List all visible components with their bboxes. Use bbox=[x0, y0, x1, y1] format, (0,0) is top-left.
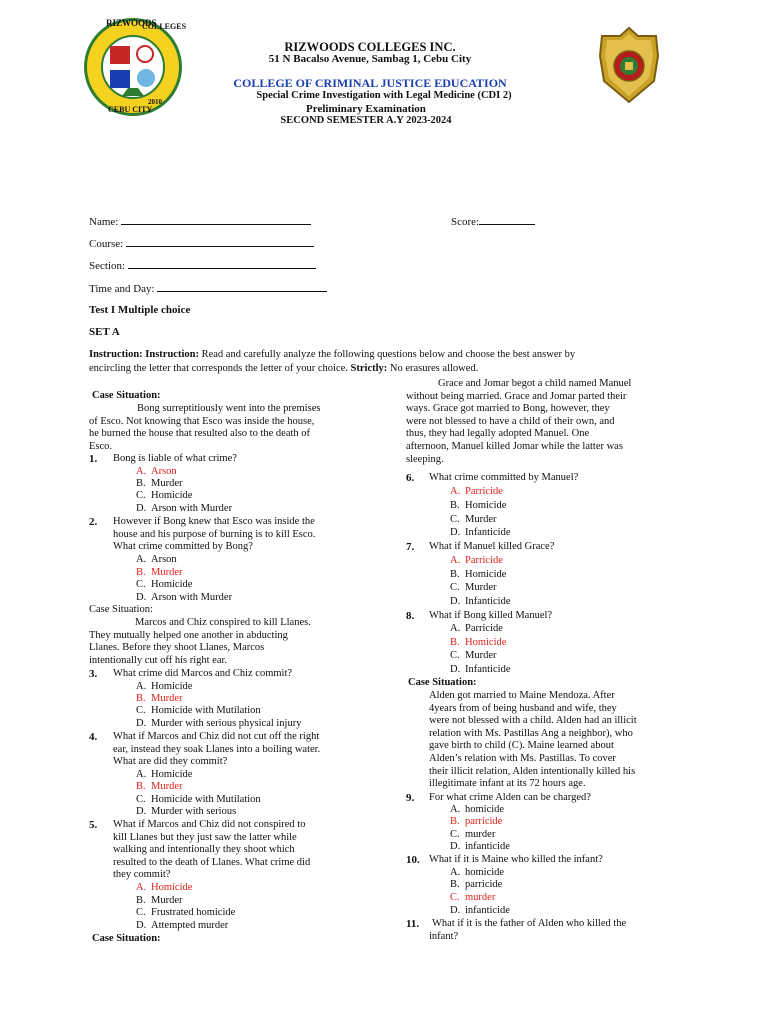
name-label: Name: bbox=[89, 216, 122, 228]
instruction-text-2: encircling the letter that corresponds the letter of your choice. bbox=[89, 363, 351, 374]
answer-option[interactable]: C. Murder bbox=[450, 650, 497, 661]
answer-option[interactable]: A. homicide bbox=[450, 804, 505, 815]
answer-option[interactable]: A. Arson bbox=[136, 466, 177, 477]
score-field[interactable] bbox=[451, 214, 535, 228]
instruction-text-3: No erasures allowed. bbox=[387, 363, 479, 374]
question-number: 7. bbox=[406, 541, 415, 553]
answer-option[interactable]: C. murder bbox=[450, 892, 496, 903]
case-situation-title: Case Situation: bbox=[89, 604, 153, 615]
case-situation-text: Alden got married to Maine Mendoza. After 4years from of being husband and wife, they were not blessed with a child. Alden had an illicit relation with Ms. Pastillas Ang a neighbor), who gave birth to child (C). Maine learned about Alden’s relation with Ms. Pastillas. To cover their illicit relation, Alden intentionally killed his illegitimate infant at its 72 hours age. bbox=[429, 690, 637, 790]
school-address: 51 N Bacalso Avenue, Sambag 1, Cebu City bbox=[268, 53, 472, 65]
exam-title: Preliminary Examination bbox=[306, 103, 426, 115]
answer-option[interactable]: A. homicide bbox=[450, 867, 505, 878]
answer-option[interactable]: B. Murder bbox=[136, 567, 183, 578]
answer-option[interactable]: C. Homicide with Mutilation bbox=[136, 705, 261, 716]
time-day-field[interactable] bbox=[89, 281, 327, 295]
semester: SECOND SEMESTER A.Y 2023-2024 bbox=[280, 115, 452, 126]
section-field[interactable] bbox=[89, 258, 316, 272]
answer-option[interactable]: A. Arson bbox=[136, 554, 177, 565]
answer-option[interactable]: A. Parricide bbox=[450, 623, 503, 634]
answer-option[interactable]: A. Homicide bbox=[136, 882, 193, 893]
question-text: What if it is Maine who killed the infant? bbox=[429, 854, 603, 865]
answer-option[interactable]: D. Infanticide bbox=[450, 596, 511, 607]
answer-option[interactable]: C. Murder bbox=[450, 514, 497, 525]
answer-option[interactable]: B. parricide bbox=[450, 879, 503, 890]
question-text: What if Manuel killed Grace? bbox=[429, 541, 555, 552]
question-text: What crime did Marcos and Chiz commit? bbox=[113, 668, 293, 679]
answer-option[interactable]: A. Parricide bbox=[450, 555, 503, 566]
answer-option[interactable]: C. Homicide bbox=[136, 490, 193, 501]
answer-option[interactable]: D. Infanticide bbox=[450, 664, 511, 675]
question-number: 3. bbox=[89, 668, 98, 680]
answer-option[interactable]: D. Attempted murder bbox=[136, 920, 229, 931]
answer-option[interactable]: B. Homicide bbox=[450, 569, 507, 580]
question-text: What if Marcos and Chiz did not cut off the right ear, instead they soak Llanes into a boiling water. What are did they commit? bbox=[113, 731, 321, 768]
seal-year: 2010 bbox=[148, 98, 162, 106]
answer-option[interactable]: B. parricide bbox=[450, 816, 503, 827]
seal-text-top: RIZWOODS bbox=[106, 18, 157, 28]
question-number: 6. bbox=[406, 472, 415, 484]
answer-option[interactable]: C. Frustrated homicide bbox=[136, 907, 236, 918]
question-text: What crime committed by Manuel? bbox=[429, 472, 579, 483]
answer-option[interactable]: C. Homicide with Mutilation bbox=[136, 794, 261, 805]
question-number: 11. bbox=[406, 918, 420, 930]
question-text: For what crime Alden can be charged? bbox=[429, 792, 591, 803]
answer-option[interactable]: A. Homicide bbox=[136, 769, 193, 780]
strictly-label: Strictly: bbox=[350, 363, 388, 374]
answer-option[interactable]: D. Murder with serious physical injury bbox=[136, 718, 302, 729]
answer-option[interactable]: D. infanticide bbox=[450, 841, 510, 852]
case-situation-title: Case Situation: bbox=[92, 933, 161, 944]
case-situation-title: Case Situation: bbox=[408, 677, 477, 688]
course-title: Special Crime Investigation with Legal Medicine (CDI 2) bbox=[256, 90, 512, 101]
college-name: COLLEGE OF CRIMINAL JUSTICE EDUCATION bbox=[233, 76, 507, 90]
test-title: Test I Multiple choice bbox=[89, 304, 191, 316]
question-text: What if it is the father of Alden who killed the infant? bbox=[429, 918, 627, 942]
instruction-label: Instruction: Instruction: bbox=[89, 349, 199, 360]
case-situation-title: Case Situation: bbox=[92, 390, 161, 401]
answer-option[interactable]: A. Parricide bbox=[450, 486, 503, 497]
section-label: Section: bbox=[89, 260, 128, 272]
question-number: 1. bbox=[89, 453, 98, 465]
question-text: What if Marcos and Chiz did not conspired to kill Llanes but they just saw the latter while walking and intentionally they shoot which resulted to the death of Llanes. What crime did they commit? bbox=[113, 819, 311, 881]
course-field[interactable] bbox=[89, 236, 314, 250]
answer-option[interactable]: B. Murder bbox=[136, 693, 183, 704]
question-text: What if Bong killed Manuel? bbox=[429, 610, 553, 621]
answer-option[interactable]: D. infanticide bbox=[450, 905, 510, 916]
name-field[interactable] bbox=[89, 214, 311, 228]
question-number: 5. bbox=[89, 819, 98, 831]
answer-option[interactable]: A. Homicide bbox=[136, 681, 193, 692]
question-number: 8. bbox=[406, 610, 415, 622]
answer-option[interactable]: B. Murder bbox=[136, 478, 183, 489]
case-situation-text: Bong surreptitiously went into the premises of Esco. Not knowing that Esco was inside the house, he burned the house that resulted also to the death of Esco. bbox=[89, 403, 321, 452]
instruction bbox=[89, 348, 689, 376]
seal-text-right: COLLEGES bbox=[142, 22, 187, 31]
set-label: SET A bbox=[89, 326, 120, 338]
answer-option[interactable]: B. Murder bbox=[136, 895, 183, 906]
answer-option[interactable]: B. Homicide bbox=[450, 637, 507, 648]
case-situation-text: Grace and Jomar begot a child named Manuel without being married. Grace and Jomar parted their ways. Grace got married to Bong, however, they were not blessed to have a child of their own, and thus, they had legally adopted Manuel. One afternoon, Manuel killed Jomar while the latter was sleeping. bbox=[406, 378, 632, 465]
question-text: However if Bong knew that Esco was inside the house and his purpose of burning is to kill Esco. What crime committed by Bong? bbox=[113, 516, 316, 553]
instruction-text-1: Read and carefully analyze the following questions below and choose the best answer by bbox=[198, 349, 576, 360]
question-number: 2. bbox=[89, 516, 98, 528]
answer-option[interactable]: D. Infanticide bbox=[450, 527, 511, 538]
time-day-label: Time and Day: bbox=[89, 283, 158, 295]
answer-option[interactable]: B. Homicide bbox=[450, 500, 507, 511]
answer-option[interactable]: B. Murder bbox=[136, 781, 183, 792]
question-text: Bong is liable of what crime? bbox=[113, 453, 237, 464]
answer-option[interactable]: D. Murder with serious bbox=[136, 806, 237, 817]
question-number: 9. bbox=[406, 792, 415, 804]
answer-option[interactable]: D. Arson with Murder bbox=[136, 592, 233, 603]
question-number: 10. bbox=[406, 854, 420, 866]
seal-text-bottom: CEBU CITY bbox=[108, 105, 153, 114]
question-number: 4. bbox=[89, 731, 98, 743]
case-situation-text: Marcos and Chiz conspired to kill Llanes. They mutually helped one another in abducting Llanes. Before they shoot Llanes, Marcos intentionally cut off his right ear. bbox=[89, 617, 311, 666]
score-label: Score: bbox=[451, 216, 480, 228]
answer-option[interactable]: C. murder bbox=[450, 829, 496, 840]
answer-option[interactable]: C. Murder bbox=[450, 582, 497, 593]
school-name: RIZWOODS COLLEGES INC. bbox=[284, 40, 456, 54]
course-label: Course: bbox=[89, 238, 126, 250]
answer-option[interactable]: D. Arson with Murder bbox=[136, 503, 233, 514]
answer-option[interactable]: C. Homicide bbox=[136, 579, 193, 590]
